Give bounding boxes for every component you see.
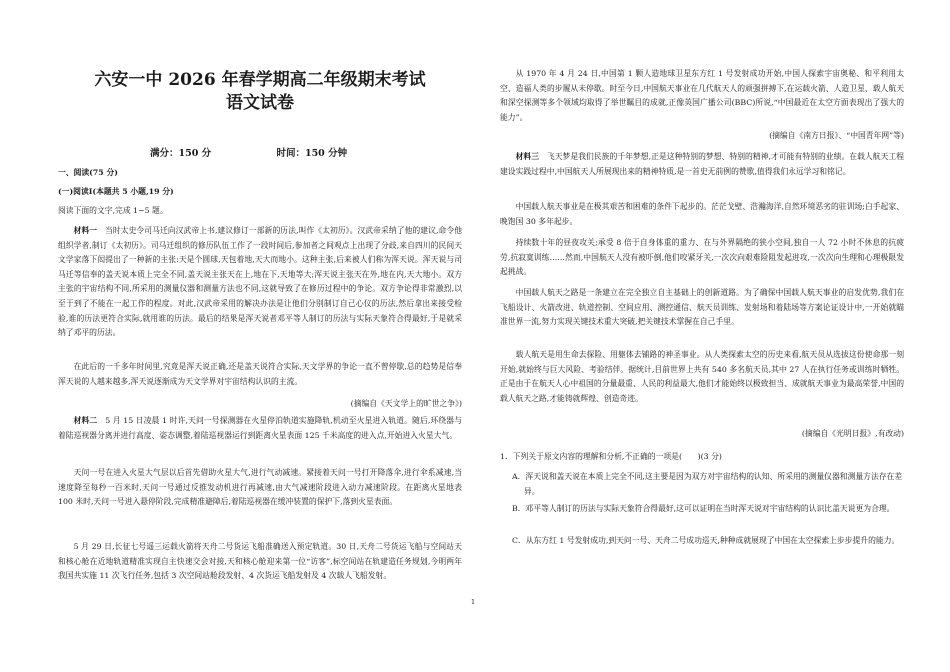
full-score: 满分：150 分 bbox=[150, 148, 212, 159]
material3-label: 材料三 bbox=[515, 152, 540, 161]
exam-time: 时间：150 分钟 bbox=[276, 148, 348, 159]
section-instruction: 阅读下面的文字,完成 1~5 题。 bbox=[58, 206, 168, 215]
material2-body: 5 月 15 日凌晨 1 时许,天问一号探测器在火星停泊轨道实施降轨,机动至火星进入轨道。随后,环绕器与着陆巡视器分离并进行高度、姿态调整,着陆巡视器运行到距离火星表面 125 千米高度的进入点,开始进入火星大气。 bbox=[58, 416, 463, 440]
material3-paragraph3: 持续数十年的昼夜攻关;承受 8 倍于自身体重的重力、在与外界隔绝的狭小空间,独自一人 72 小时不休息的抗疲劳,抗寂寞训练……然而,中国航天人没有被吓倒,他们咬紧牙关,一次次向艰难险阻发起进攻,一次次向生理和心理极限发起挑战。 bbox=[500, 238, 904, 277]
question-1-option-c: C．从东方红 1 号发射成功,到天问一号、天舟二号成功巡天,种种成就展现了中国在太空探索上步步提升的能力。 bbox=[512, 536, 900, 545]
material1-paragraph bbox=[58, 224, 462, 341]
question-1-option-b: B．邓平等人制订的历法与实际天象符合得最好,这可以证明在当时浑天说对宇宙结构的认识比盖天说更为合理。 bbox=[512, 504, 895, 513]
exam-subtitle: 语文试卷 bbox=[226, 93, 294, 113]
exam-meta bbox=[150, 145, 347, 159]
material2-label: 材料二 bbox=[73, 416, 98, 425]
material1-paragraph2: 在此后的一千多年时间里,究竟是浑天说正确,还是盖天说符合实际,天文学界的争论一直不曾停歇,总的趋势是信奉浑天说的人越来越多,浑天说逐渐成为天文学界对宇宙结构认识的主流。 bbox=[58, 362, 462, 386]
source-guangming: (摘编自《光明日报》,有改动) bbox=[801, 429, 904, 438]
question-1-stem: 1．下列关于原文内容的理解和分析,不正确的一项是( )(3 分) bbox=[500, 452, 722, 461]
section-heading: 一、阅读(75 分) bbox=[58, 168, 118, 177]
material3-body: 飞天梦是我们民族的千年梦想,正是这种特别的梦想、特别的精神,才可能有特别的业绩。在载人航天工程建设实践过程中,中国航天人所展现出来的精神特质,是一首史无前例的赞歌,值得我们永远学习和铭记。 bbox=[500, 152, 905, 176]
question-1-option-a: A．浑天说和盖天说在本质上完全不同,这主要是因为双方对宇宙结构的认知、所采用的测量仪器和测量方法存在差异。 bbox=[512, 472, 903, 496]
exam-title: 六安一中 2026 年春学期高二年级期末考试 bbox=[94, 70, 426, 90]
page-number: 1 bbox=[471, 598, 476, 606]
section-subheading: (一)阅读I(本题共 5 小题,19 分) bbox=[58, 187, 174, 196]
space-history-paragraph: 从 1970 年 4 月 24 日,中国第 1 颗人造地球卫星东方红 1 号发射成功开始,中国人探索宇宙奥秘、和平利用太空、造福人类的步履从未停歇。时至今日,中国航天事业在几代航天人的顽强拼搏下,在运载火箭、人造卫星、载人航天和深空探测等多个领域均取得了举世瞩目的成就,正像英国广播公司(BBC)所说,“中国最近在太空方面表现出了强大的能力”。 bbox=[500, 69, 904, 122]
material3-paragraph5: 载人航天是用生命去探险、用躯体去铺路的神圣事业。从人类探索太空的历史来看,航天员从选拔这份使命那一刻开始,就始终与巨大风险、考验结伴。据统计,目前世界上共有 540 多名航天员,其中 27 人在执行任务或训练时牺牲。正是由于在航天人心中祖国的分量最重、人民的利益最大,他们才能始终以极致担当、成就航天事业为最高荣誉,中国的载人航天之路,才能铸就辉煌、创造奇迹。 bbox=[500, 350, 904, 403]
source-nanfang: (摘编自《南方日报》、“中国青年网”等) bbox=[769, 131, 904, 140]
material3-paragraph4: 中国载人航天之路是一条建立在完全独立自主基础上的创新道路。为了确保中国载人航天事业的启发优势,我们在飞船设计、火箭改进、轨道控制、空间应用、测控通信、航天员训练、发射场和着陆场等方案论证设计中,一开始就瞄准世界一流,努力实现关键技术重大突破,把关键技术掌握在自己手里。 bbox=[500, 288, 904, 327]
material1-source: (摘编自《天文学上的旷世之争》) bbox=[350, 399, 462, 408]
material1-label: 材料一 bbox=[73, 226, 98, 235]
material2-paragraph bbox=[58, 414, 462, 443]
material3-paragraph bbox=[500, 150, 904, 179]
material2-paragraph3: 5 月 29 日,长征七号遥三运载火箭将天舟二号货运飞船准确送入预定轨道。30 日,天舟二号货运飞船与空间站天和核心舱在近地轨道精准实现自主快速交会对接,天和核心舱迎来第一位“访客”,标空间站在轨建造任务规划,今明两年我国共实施 11 次飞行任务,包括 3 次空间站舱段发射、4 次货运飞船发射及 4 次载人飞船发射。 bbox=[58, 542, 462, 581]
material3-paragraph2: 中国载人航天事业是在极其艰苦和困难的条件下起步的。茫茫戈壁、浩瀚海洋,自然环境恶劣的驻训场;白手起家、晚饱国 30 多年起步。 bbox=[500, 202, 904, 226]
material2-paragraph2: 天问一号在进入火星大气层以后首先借助火星大气,进行气动减速。紧接着天问一号打开降落伞,进行伞系减速,当速度降至每秒一百米时,天问一号通过反推发动机进行再减速,由大气减速阶段进入动力减速阶段。在距离火星地表 100 米时,天问一号进入悬停阶段,完成精准避障后,着陆巡视器在缓冲装置的保护下,落到火星表面。 bbox=[58, 468, 462, 507]
material1-body: 当时太史令司马迁向汉武帝上书,建议修订一部新的历法,叫作《太初历》。汉武帝采纳了他的建议,命令他组织学者,制订《太初历》。司马迁组织的修历队伍工作了一段时间后,参加者之间观点上出现了分歧,来自四川的民间天文学家落下闳提出了一种新的主张:天是个圆球,天包着地,天大而地小。这种主张,后来被人们称为浑天说。浑天说与司马迁等信奉的盖天说本质上完全不同,盖天说主张天在上,地在下,天地等大;浑天说主张天在外,地在内,天大地小。双方主张的宇宙结构不同,所采用的测量仪器和测量方法也不同,这就导致了在修历过程中的争论。双方争论得非常激烈,以至于到了不能在一起工作的程度。对此,汉武帝采用的解决办法是让他们分别制订自己心仪的历法,然后拿出来接受检验,谁的历法更符合实际,就用谁的历法。最后的结果是浑天说者邓平等人制订的历法与实际天象符合得最好,于是就采纳了邓平的历法。 bbox=[58, 226, 463, 338]
